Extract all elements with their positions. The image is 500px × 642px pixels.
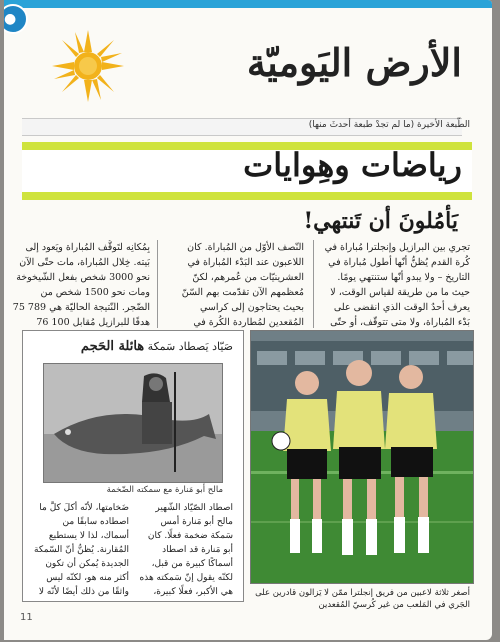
players-photo (250, 330, 474, 584)
fish-photo (43, 363, 223, 483)
article-column-3: بِمُكانِه لتَوقُّف المُباراة ويَعود إلى بَيته. خِلال المُباراة، مات حتّى الآن نحو 3000 شخص بفعل الشّيخوخة ومات نحو 1500 شخص من الضّجر. النّتيجة الحاليّة هي 789 75 هدفًا للبرازيل مُقابل 100 76 (12, 242, 150, 328)
fish-story-text-left: ضَخامتها، لأنّه أكلَ كلَّ ما اصطاده سابقًا من أسماك، لذا لا يستطيع المُقارنة. يُظنُّ أنّ السّمكة الجديدة يُمكن أن تكون أكثر منه هو، لكنّه ليس واثقًا من ذلك أيضًا لأنّه لا (34, 503, 129, 597)
article-headline: يَأمُلونَ أن تَنتهي! (303, 208, 458, 234)
column-divider (157, 240, 158, 328)
fish-story-text-right: اصطاد الصّيّاد الشّهير مالح أبو مَنارة أمس سَمكة ضخمة فعلًا. كان أبو مَنارة قد اصطاد أسماكًا كبيرة من قبل، لكنّه يقول إنّ سَمكته هذه هي الأكبر، فعلًا كبيرة، (139, 503, 233, 597)
players-photo-caption: أصغر ثلاثة لاعبين من فريق إنجلترا ممّن لا يَزالون قادرين على الجَري في المَلعب من غير كُرسيّ المُقعدين (255, 588, 470, 610)
fish-story-title-prefix: صَيّاد يَصطاد سَمكة (147, 340, 233, 353)
fish-story-title (81, 339, 233, 354)
article-column-1: تجري بين البرازيل وإنجلترا مُباراة في كُرة القدم يُظنُّ أنّها أطول مُباراة في التاريخ – ولا يبدو أنّها ستنتهي يومًا. حيث ما من طريقة لقياس الوقت، لا يعرف أحدٌ الوقت الذي انقضى على بَدْء المُباراة، ولا متى تتوقّف، أو حتّى (324, 242, 470, 328)
edition-note: الطّبعة الأخيرة (ما لم تجدْ طبعة أحدثَ منها) (308, 120, 470, 130)
article-column-2: النّصف الأوّل من المُباراة. كان اللاعبون عند البَدْء المُباراة في العشرينيّات من عُمرهم، لكنّ مُعظمهم الآن تقدّمت بهم السّنّ بحيث يحتاجون إلى كراسي المُقعدين لمُطاردة الكُرة في (181, 242, 304, 328)
section-title: رياضات وهِوايات (243, 146, 462, 184)
column-divider (313, 240, 314, 328)
fish-story-box (22, 330, 244, 602)
page-number: 11 (20, 612, 33, 623)
top-blue-bar (4, 0, 492, 8)
fish-photo-caption: مالح أبو مَنارة مع سمكته الضّخمة (106, 485, 223, 495)
globe-icon: ● (4, 4, 28, 34)
masthead-title: الأرض اليَوميّة (246, 40, 462, 85)
newspaper-page (4, 0, 492, 640)
sun-logo-icon (50, 28, 126, 104)
fish-story-title-bold: هائلة الحَجم (80, 339, 145, 354)
